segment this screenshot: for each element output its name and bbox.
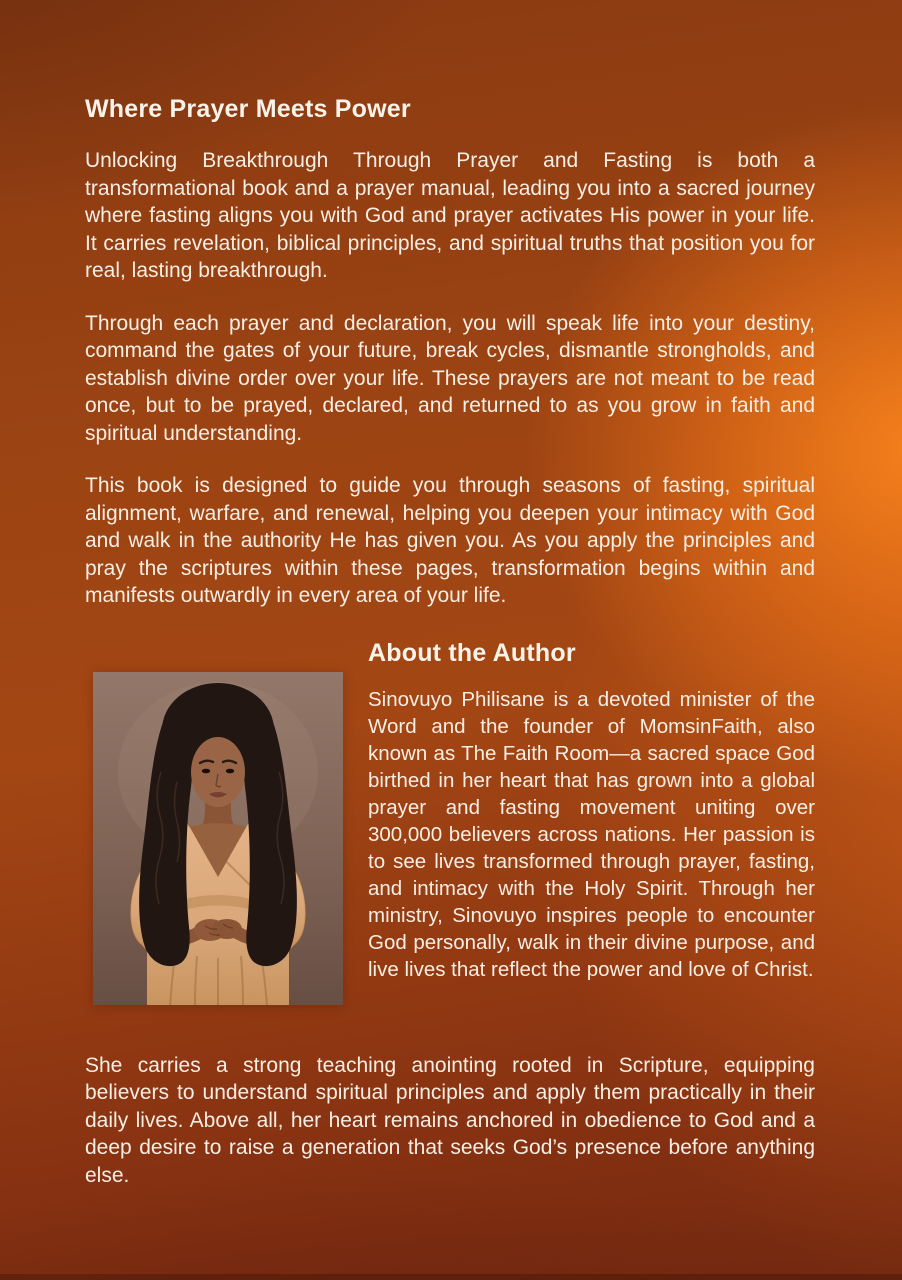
right-eye [226, 768, 234, 773]
section-heading-where-prayer-meets-power: Where Prayer Meets Power [85, 95, 411, 123]
author-photo [93, 672, 343, 1005]
cover-content [85, 0, 815, 1189]
about-author-text-column [368, 640, 815, 1040]
intro-paragraph-3: This book is designed to guide you through seasons of fasting, spiritual alignment, warfare, and renewal, helping you deepen your intimacy with God and walk in the authority He has given you. As you apply the principles and pray the scriptures within these pages, transformation begins within and manifests outwardly in every area of your life. [85, 474, 815, 607]
about-author-section [85, 640, 815, 1040]
author-photo-illustration [93, 672, 343, 1005]
intro-paragraph-2: Through each prayer and declaration, you will speak life into your destiny, command the gates of your future, break cycles, dismantle strongholds, and establish divine order over your life. These prayers are not meant to be read once, but to be prayed, declared, and returned to as you grow in faith and spiritual understanding. [85, 311, 815, 445]
left-eye [202, 768, 210, 773]
author-closing-paragraph: She carries a strong teaching anointing rooted in Scripture, equipping believers to understand spiritual principles and apply them practically in their daily lives. Above all, her heart remains anchored in obedience to God and a deep desire to raise a generation that seeks God’s presence before anything else. [85, 1053, 815, 1187]
intro-paragraph-1: Unlocking Breakthrough Through Prayer and Fasting is both a transformational book and a prayer manual, leading you into a sacred journey where fasting aligns you with God and prayer activates His power in your life. It carries revelation, biblical principles, and spiritual truths that position you for real, lasting breakthrough. [85, 149, 815, 282]
section-heading-about-the-author: About the Author [368, 638, 576, 667]
author-bio-paragraph: Sinovuyo Philisane is a devoted minister of the Word and the founder of MomsinFaith, also known as The Faith Room—a sacred space God birthed in her heart that has grown into a global prayer and fasting movement uniting over 300,000 believers across nations. Her passion is to see lives transformed through prayer, fasting, and intimacy with the Holy Spirit. Through her ministry, Sinovuyo inspires people to encounter God personally, walk in their divine purpose, and live lives that reflect the power and love of Christ. [368, 687, 815, 981]
